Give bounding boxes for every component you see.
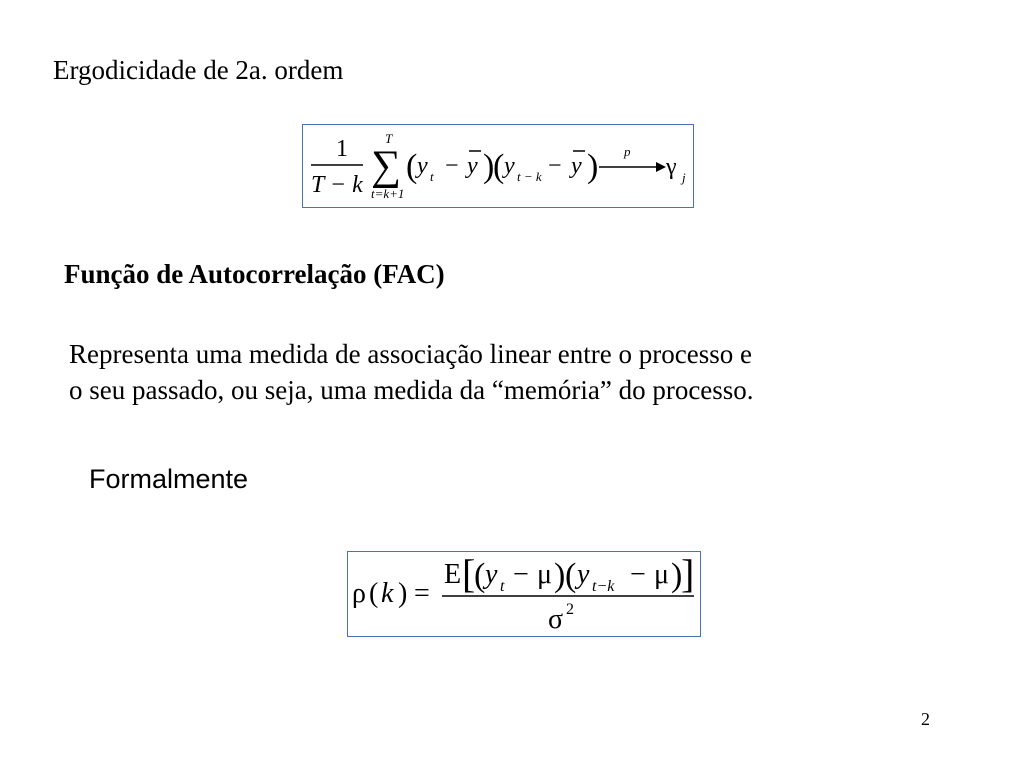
section-heading: Função de Autocorrelação (FAC)	[64, 259, 445, 289]
y-t-k-subscript: t − k	[517, 169, 542, 184]
right-square-bracket: ]	[681, 551, 695, 596]
expectation-symbol: E	[444, 559, 462, 590]
minus-sign-2: −	[548, 153, 562, 179]
numerator-right-parenthesis-1: )	[554, 557, 566, 594]
paragraph-line-1: Representa uma medida de associação linear entre o processo e	[69, 339, 752, 369]
page-number: 2	[921, 709, 930, 729]
equals-sign: =	[414, 578, 430, 609]
numerator-minus-sign-2: −	[630, 559, 646, 590]
numerator-mu-symbol-1: μ	[537, 559, 553, 590]
slide-title: Ergodicidade de 2a. ordem	[53, 55, 344, 85]
numerator-y-variable-1: y	[485, 559, 498, 590]
sigma-exponent: 2	[566, 601, 574, 618]
numerator-minus-sign-1: −	[513, 559, 529, 590]
numerator-right-parenthesis-2: )	[671, 557, 683, 594]
definition-paragraph	[69, 336, 949, 408]
summation-upper-limit: T	[385, 131, 393, 146]
gamma-subscript: j	[682, 170, 686, 185]
minus-sign-1: −	[445, 153, 459, 179]
lhs-k-variable: k	[381, 578, 394, 609]
sigma-symbol: σ	[548, 604, 564, 635]
rho-symbol: ρ	[352, 578, 366, 609]
right-parenthesis-1: )	[483, 148, 495, 185]
lhs-left-parenthesis: (	[369, 578, 379, 609]
acf-formula	[347, 551, 701, 637]
left-parenthesis-2: (	[493, 148, 505, 185]
lhs-right-parenthesis: )	[398, 578, 408, 609]
paragraph-line-2: o seu passado, ou seja, uma medida da “memória” do processo.	[69, 375, 754, 405]
fraction-denominator: T − k	[311, 172, 363, 198]
numerator-left-parenthesis-1: (	[474, 557, 486, 594]
y-t-subscript: t	[430, 169, 434, 184]
y-t-variable: y	[417, 153, 428, 179]
y-t-k-variable: y	[504, 153, 515, 179]
numerator-subscript-2: t−k	[592, 578, 615, 595]
numerator-y-variable-2: y	[577, 559, 590, 590]
left-square-bracket: [	[462, 551, 476, 596]
summation-symbol: ∑	[371, 143, 401, 189]
gamma-symbol: γ	[666, 154, 677, 180]
convergence-label: p	[624, 144, 631, 159]
summation-lower-limit: t=k+1	[371, 186, 405, 201]
left-parenthesis-1: (	[406, 148, 418, 185]
y-bar-variable-2: y	[571, 153, 582, 179]
numerator-left-parenthesis-2: (	[565, 557, 577, 594]
convergence-arrow-head	[656, 162, 666, 172]
numerator-mu-symbol-2: μ	[654, 559, 670, 590]
numerator-subscript-1: t	[500, 578, 505, 595]
formally-label: Formalmente	[89, 464, 249, 494]
ergodicity-formula	[302, 124, 694, 208]
y-bar-variable-1: y	[467, 153, 478, 179]
right-parenthesis-2: )	[587, 148, 599, 185]
fraction-numerator: 1	[336, 136, 348, 162]
